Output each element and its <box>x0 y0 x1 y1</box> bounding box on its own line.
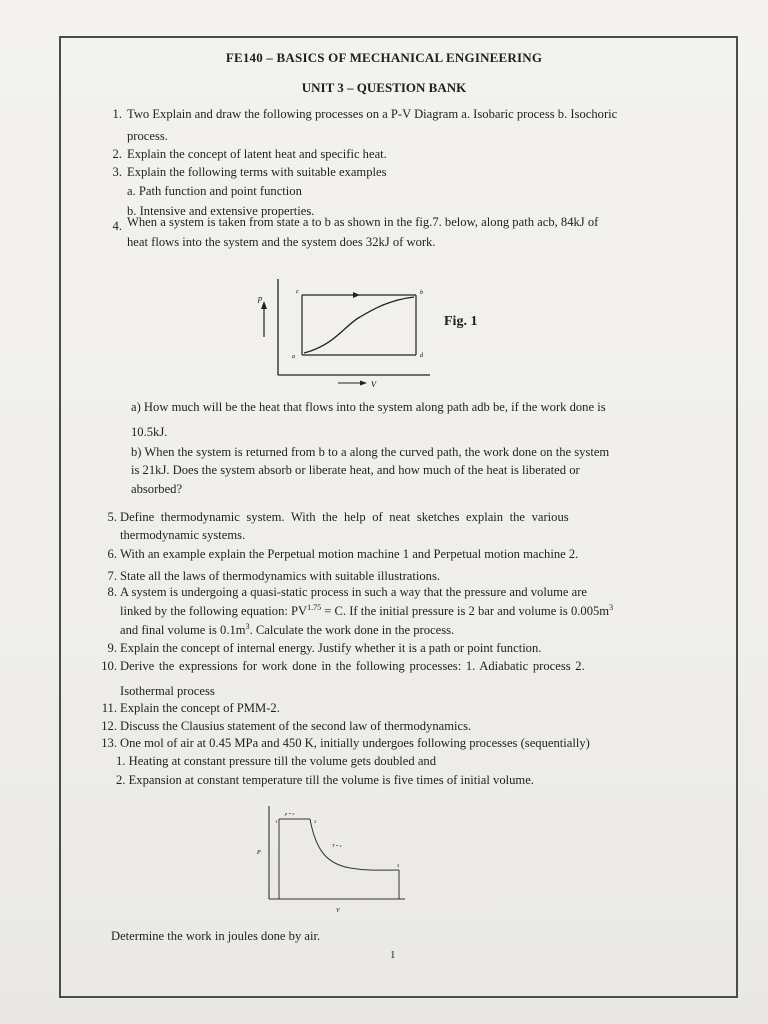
fig1-point-a: a <box>292 354 295 360</box>
fig2-process-2-3 <box>310 819 399 870</box>
fig2-state-2: 2 <box>314 819 317 824</box>
fig1-arrow-cb <box>353 292 360 298</box>
unit-title: UNIT 3 – QUESTION BANK <box>301 80 467 95</box>
question-13-sub-1: 1. Heating at constant pressure till the volume gets doubled and <box>116 754 437 768</box>
fig2-state-1: 1 <box>275 819 278 824</box>
question-1-line2: process. <box>127 129 168 143</box>
question-13-sub-2: 2. Expansion at constant temperature till the volume is five times of initial volume. <box>116 773 534 787</box>
fig2-y-label: P <box>257 850 261 856</box>
fig1-label: Fig. 1 <box>444 314 478 329</box>
question-3-sub-b: b. Intensive and extensive properties. <box>127 204 315 218</box>
question-3-sub-a: a. Path function and point function <box>127 184 302 198</box>
question-8-line3: and final volume is $0.1m^3$. Calculate the work done in the process. <box>120 621 455 637</box>
fig1-pv-diagram <box>250 275 440 405</box>
page-number: 1 <box>390 949 396 961</box>
fig1-point-d: d <box>420 353 423 359</box>
fig2-p-const-label: p = c <box>285 811 295 816</box>
fig1-x-label: V <box>371 380 376 389</box>
fig1-point-b: b <box>420 290 423 296</box>
fig2-x-label: V <box>336 908 340 914</box>
question-1-line1: Two Explain and draw the following processes on a P-V Diagram a. Isobaric process b. Isochoric <box>127 107 618 121</box>
paper-sheet: FE140 – BASICS OF MECHANICAL ENGINEERING UNIT 3 – QUESTION BANK 1. Two Explain and draw the following processes on a P-V Diagram a. Isobaric process b. Isochoric process. 2. Explain the concept of latent heat and specific heat. 3. Explain the following terms with suitable examples a. Path function and point function b. Intensive and extensive properties. 4. When a system is taken from state a to b as shown in the fig.7. below, along path acb, 84kJ of heat flows into the system and the system does 32kJ of work. p V a b c d Fig. 1 a) How much will be the heat that flows into the system along path adb be, if the work done is 10.5kJ. b) When the system is returned from b to a along the curved path, the work done on the system is 21kJ. Does the system absorb or liberate heat, and how much of the heat is liberated or absorbed? 5. Define thermodynamic system. With the help of neat sketches explain the various thermodynamic systems. 6. With an example explain the Perpetual motion machine 1 and Perpetual motion machine 2. 7. State all the laws of thermodynamics with suitable illustrations. 8. A system is undergoing a quasi-static process in such a way that the pressure and volume are linked by the following equation: $PV^{1.75} = C$. If the initial pressure is 2 bar and volume is $0.005m^3$ and final volume is $0.1m^3$. Calculate the work done in the process. 9. Explain the concept of internal energy. Justify whether it is a path or point function. 10. Derive the expressions for work done in the following processes: 1. Adiabatic process 2. Isothermal process 11. Explain the concept of PMM-2. 12. Discuss the Clausius statement of the second law of thermodynamics. 13. One mol of air at 0.45 MPa and 450 K, initially undergoes following processes (sequentially) 1. Heating at constant pressure till the volume gets doubled and 2. Expansion at constant temperature till the volume is five times of initial volume. P V p = c T = c 1 2 3 Determine the work in joules done by air. 1 <box>0 0 768 1024</box>
course-title: FE140 – BASICS OF MECHANICAL ENGINEERING <box>225 50 543 65</box>
fig2-state-3: 3 <box>397 863 400 868</box>
final-prompt: Determine the work in joules done by air. <box>111 929 321 943</box>
fig2-t-const-label: T = c <box>332 843 342 848</box>
fig1-y-label: p <box>258 294 262 303</box>
fig1-curved-path <box>304 297 414 353</box>
fig1-point-c: c <box>296 289 299 295</box>
question-8-line2: linked by the following equation: $PV^{1.75} = C$. If the initial pressure is 2 bar and volume is $0.005m^3$ <box>120 602 614 618</box>
fig2-pv-diagram <box>250 802 410 912</box>
